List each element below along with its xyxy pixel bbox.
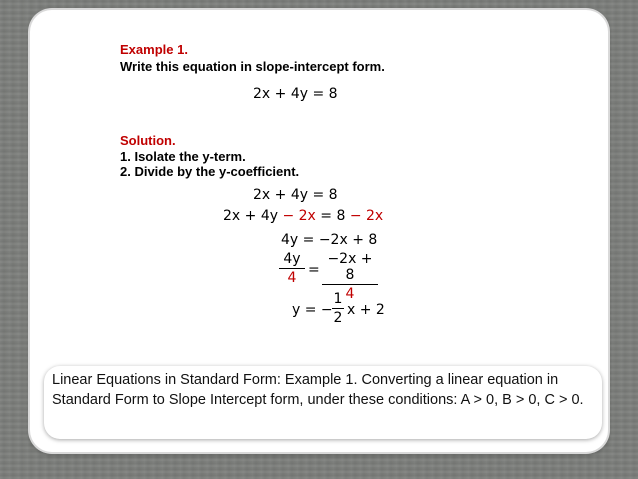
example-title: Example 1. xyxy=(120,42,188,57)
instruction-text: Write this equation in slope-intercept form. xyxy=(120,59,385,74)
line4-rhs-fraction xyxy=(322,251,378,302)
caption-text: Linear Equations in Standard Form: Example 1. Converting a linear equation in Standard Form to Slope Intercept form, under these conditions: A > 0, B > 0, C > 0. xyxy=(52,372,584,408)
step-2: 2. Divide by the y-coefficient. xyxy=(120,164,300,179)
fraction-bar xyxy=(279,268,305,269)
line4-rhs-denominator: 4 xyxy=(345,286,355,302)
line4-rhs-numerator: −2x + 8 xyxy=(327,251,373,283)
line4-equals: = xyxy=(308,262,320,278)
solution-title: Solution. xyxy=(120,133,176,148)
line5-rhs: x + 2 xyxy=(347,302,385,318)
solution-line-3: 4y = −2x + 8 xyxy=(281,232,378,248)
solution-line-2 xyxy=(223,208,383,224)
solution-line-1: 2x + 4y = 8 xyxy=(253,187,338,203)
line5-lhs: y = − xyxy=(292,302,333,318)
line2-red-left: − 2x xyxy=(282,208,316,224)
line4-lhs-numerator: 4y xyxy=(283,251,301,267)
line2-mid: = 8 xyxy=(315,208,350,224)
line4-lhs-denominator: 4 xyxy=(287,270,297,286)
step-1: 1. Isolate the y-term. xyxy=(120,149,246,164)
line2-left: 2x + 4y xyxy=(223,208,283,224)
line5-fraction xyxy=(332,291,344,326)
line5-denominator: 2 xyxy=(333,310,343,326)
fraction-bar xyxy=(322,284,378,285)
fraction-bar xyxy=(332,308,344,309)
given-equation: 2x + 4y = 8 xyxy=(253,86,338,102)
line5-numerator: 1 xyxy=(333,291,343,307)
line2-red-right: − 2x xyxy=(349,208,384,224)
line4-lhs-fraction xyxy=(279,251,305,286)
